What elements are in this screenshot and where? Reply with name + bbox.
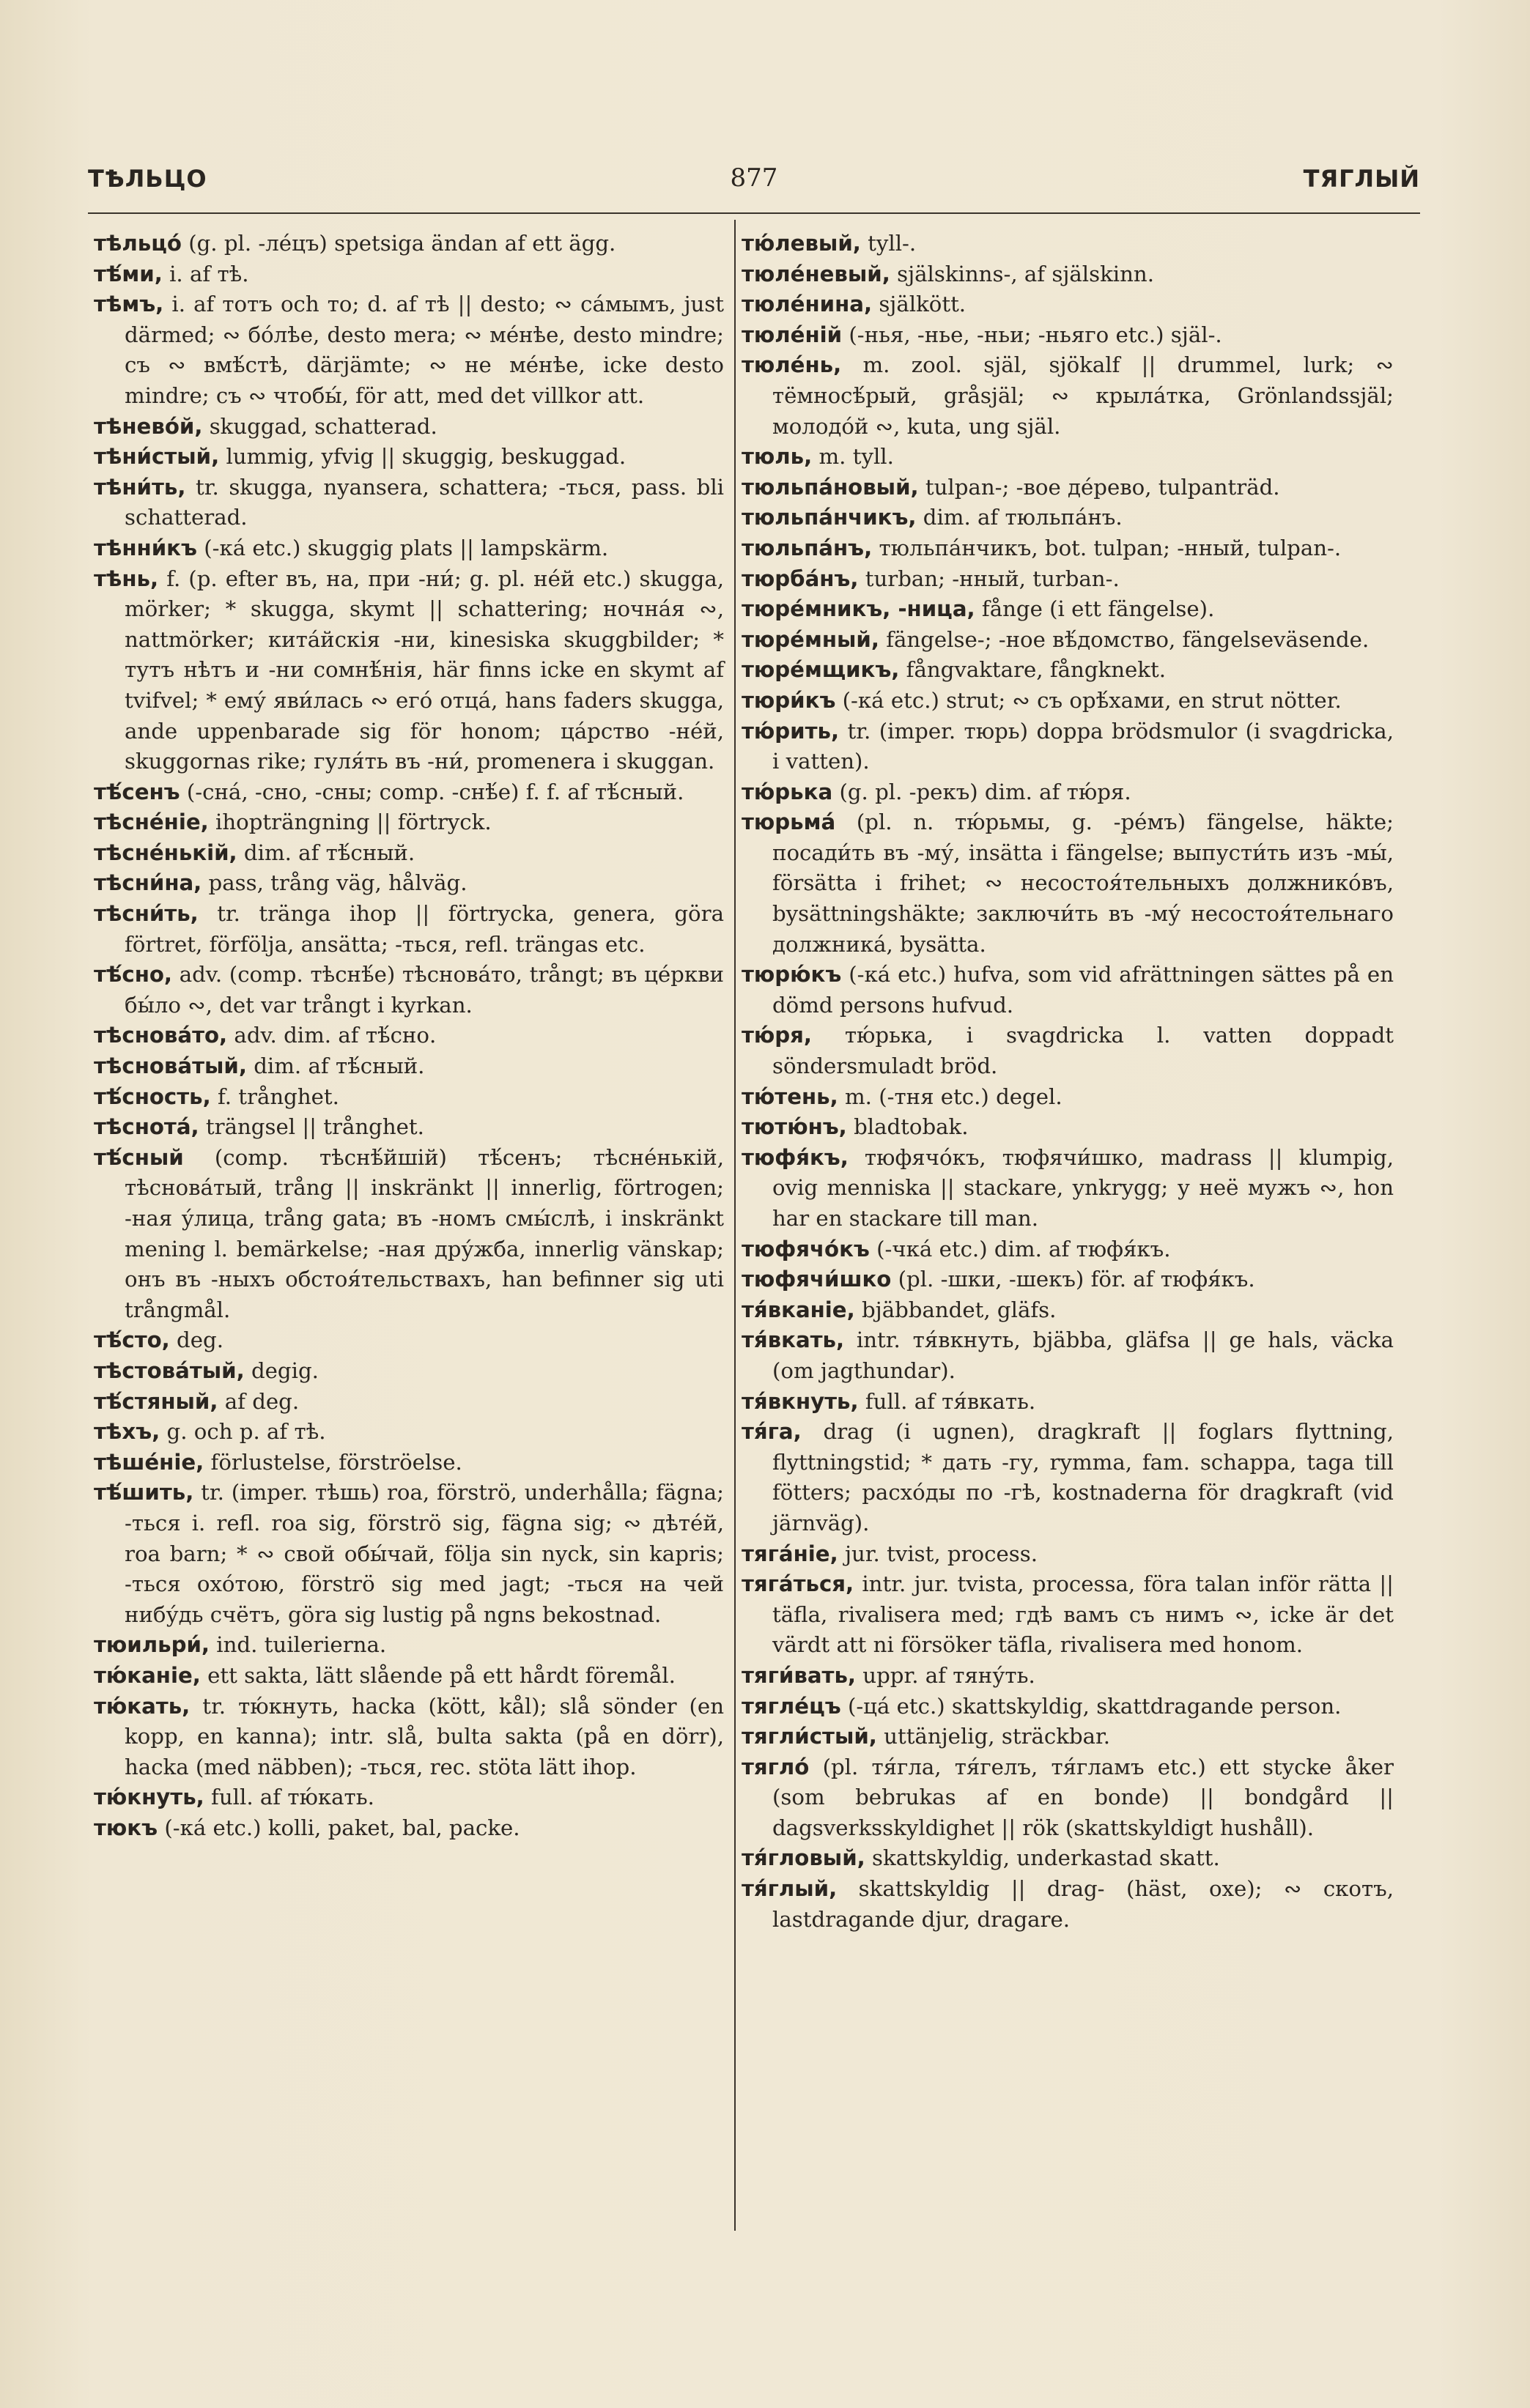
dictionary-entry [94,1478,724,1630]
headword: тюкъ [94,1815,158,1840]
definition: (pl. -шки, -шекъ) för. af тюфя́къ. [898,1267,1255,1292]
headword: тѣ́сный [94,1144,184,1170]
dictionary-entry [742,686,1394,716]
definition: skattskyldig, underkastad skatt. [872,1845,1220,1871]
headword: тѣ́сность, [94,1083,211,1109]
dictionary-entry [742,1234,1394,1265]
headword: тюле́нь, [742,352,842,378]
definition: m. tyll. [818,444,894,470]
dictionary-entry [742,777,1394,808]
headword: тю́тень, [742,1083,838,1109]
definition: jur. tvist, process. [844,1541,1038,1566]
headword: тю́каніе, [94,1662,201,1688]
definition: skattskyldig || drag- (häst, oxe); ∾ скотъ, lastdragande djur, dragare. [772,1876,1394,1932]
headword: тѣхъ, [94,1419,160,1445]
running-head-left: ТѢЛЬЦО [88,165,207,193]
definition: full. af тя́вкать. [865,1388,1036,1414]
definition: själkött. [879,292,967,317]
definition: tr. (imper. тѣшь) roa, förströ, underhålla; fägna; -ться i. refl. roa sig, förströ sig, fägna sig; ∾ дѣте́й, roa barn; * ∾ свой обы́чай, följa sin nyck, sin kapris; -ться охо́тою, förströ sig med jagt; -ться на чей нибу́дь счётъ, göra sig lustig på ngns bekostnad. [125,1480,725,1627]
definition: trängsel || trånghet. [205,1114,424,1140]
definition: tr. тю́кнуть, hacka (kött, kål); slå sönder (en kopp, en kanna); intr. slå, bulta sakta (på en dörr), hacka (med näbben); -ться, rec. stöta lätt ihop. [125,1693,725,1779]
headword: тѣнево́й, [94,413,203,439]
definition: deg. [177,1327,223,1353]
definition: (pl. тя́гла, тя́гелъ, тя́гламъ etc.) ett stycke åker (som bebrukas af en bonde) || bondgård || dagsverksskyldighet || rök (skattskyldigt hushåll). [772,1754,1394,1840]
headword: тѣснова́то, [94,1023,228,1048]
dictionary-entry [94,807,724,838]
dictionary-entry [742,1417,1394,1538]
definition: lummig, yfvig || skuggig, beskuggad. [226,444,627,470]
dictionary-entry [94,960,724,1020]
dictionary-entry [94,1448,724,1478]
definition: m. zool. själ, sjökalf || drummel, lurk; ∾ тёмносѣ́рый, gråsjäl; ∾ крыла́тка, Grönlandssjäl; молодо́й ∾, kuta, ung själ. [772,352,1394,439]
definition: (-ка́ etc.) skuggig plats || lampskärm. [204,535,609,560]
headword: тя́гловый, [742,1845,865,1871]
dictionary-entry [742,1752,1394,1844]
left-column [94,229,724,1843]
definition: dim. af тѣ́сный. [254,1053,425,1079]
headword: тюри́къ [742,687,836,713]
definition: tyll-. [868,231,917,256]
headword: тю́рька [742,779,833,804]
dictionary-entry [742,1325,1394,1386]
dictionary-entry [742,594,1394,625]
dictionary-entry [742,473,1394,503]
dictionary-entry [742,1112,1394,1143]
definition: m. (-тня etc.) degel. [845,1083,1062,1109]
headword: тюле́нина, [742,292,873,317]
running-head-right: ТЯГЛЫЙ [1303,165,1420,193]
dictionary-entry [742,1264,1394,1295]
definition: själskinns-, af själskinn. [897,261,1155,286]
page-number: 877 [730,163,778,193]
dictionary-entry [742,1387,1394,1418]
definition: af deg. [224,1388,300,1414]
definition: intr. тя́вкнуть, bjäbba, gläfsa || ge hals, väcka (om jagthundar). [772,1327,1394,1383]
headword: тяги́вать, [742,1662,856,1688]
dictionary-entry [94,412,724,442]
dictionary-entry [94,229,724,259]
dictionary-entry [94,1692,724,1783]
dictionary-entry [742,442,1394,473]
headword: тягло́ [742,1754,810,1779]
dictionary-entry [742,350,1394,442]
dictionary-entry [742,1661,1394,1692]
headword: тю́ря, [742,1023,813,1048]
dictionary-entry [742,229,1394,259]
definition: dim. af тѣ́сный. [243,840,415,865]
headword: тѣстова́тый, [94,1357,245,1383]
definition: (-сна́, -сно, -сны; comp. -снѣ́е) f. f. af тѣ́сный. [186,779,684,804]
definition: fånge (i ett fängelse). [981,596,1215,622]
column-divider [734,220,736,2231]
headword: тюль, [742,444,813,470]
headword: тѣ́сенъ [94,779,180,804]
headword: тѣсне́ніе, [94,810,209,835]
headword: тѣсне́нькій, [94,840,237,865]
dictionary-entry [94,899,724,960]
definition: degig. [251,1357,319,1383]
headword: тѣ́шить, [94,1480,194,1505]
headword: тѣ́сно, [94,962,173,988]
headword: тюфя́къ, [742,1144,849,1170]
headword: тюрю́къ [742,962,842,988]
dictionary-entry [742,1082,1394,1113]
dictionary-entry [94,838,724,869]
dictionary-entry [742,807,1394,960]
dictionary-entry [742,625,1394,656]
definition: ind. tuilerierna. [216,1632,387,1658]
headword: тюрба́нъ, [742,566,859,591]
dictionary-entry [94,1661,724,1692]
dictionary-entry [94,442,724,473]
dictionary-entry [742,1539,1394,1570]
header-rule [88,212,1420,214]
headword: тя́глый, [742,1876,838,1902]
definition: turban; -нный, turban-. [865,566,1120,591]
definition: full. af тю́кать. [211,1785,374,1810]
headword: тю́левый, [742,231,861,256]
headword: тюльпа́нъ, [742,535,873,560]
definition: bladtobak. [854,1114,969,1140]
dictionary-entry [94,289,724,411]
dictionary-entry [94,1630,724,1661]
headword: тѣсни́ть, [94,901,199,927]
headword: тѣнни́къ [94,535,197,560]
definition: tr. (imper. тюрь) doppa brödsmulor (i svagdricka, i vatten). [772,718,1394,774]
headword: тѣсни́на, [94,870,202,896]
definition: тюльпа́нчикъ, bot. tulpan; -нный, tulpan-. [879,535,1342,560]
dictionary-entry [94,1051,724,1082]
headword: тю́кнуть, [94,1785,204,1810]
headword: тяга́ніе, [742,1541,838,1566]
dictionary-entry [742,503,1394,533]
headword: тюильри́, [94,1632,210,1658]
headword: тютю́нъ, [742,1114,847,1140]
definition: uppr. af тяну́ть. [862,1662,1035,1688]
definition: adv. dim. af тѣ́сно. [234,1023,437,1048]
definition: skuggad, schatterad. [209,413,437,439]
definition: (-нья, -нье, -ньи; -ньяго etc.) själ-. [849,322,1222,347]
dictionary-entry [742,1692,1394,1722]
definition: тюфячо́къ, тюфячи́шко, madrass || klumpig, ovig menniska || stackare, ynkrygg; у неё мужъ ∾, hon har en stackare till man. [772,1144,1394,1231]
definition: tr. tränga ihop || förtrycka, genera, göra förtret, förfölja, ansätta; -ться, refl. trängas etc. [125,901,724,957]
definition: (-ка́ etc.) hufva, som vid afrättningen sättes på en dömd persons hufvud. [772,962,1394,1018]
dictionary-entry [742,289,1394,320]
definition: i. af тотъ och то; d. af тѣ || desto; ∾ са́мымъ, just därmed; ∾ бо́лѣе, desto mera; ∾ ме́нѣе, desto mindre; съ ∾ вмѣ́стѣ, därjämte; ∾ не ме́нѣе, icke desto mindre; съ ∾ чтобы́, för att, med det villkor att. [125,292,724,408]
headword: тю́рить, [742,718,840,744]
right-column [742,229,1394,1935]
dictionary-entry [94,1813,724,1844]
headword: тя́вканіе, [742,1297,855,1322]
headword: тѣ́сто, [94,1327,170,1353]
dictionary-entry [742,320,1394,351]
definition: dim. af тюльпа́нъ. [923,505,1123,530]
definition: (-чка́ etc.) dim. af тюфя́къ. [876,1236,1171,1262]
definition: f. trånghet. [217,1083,339,1109]
definition: pass, trång väg, hålväg. [208,870,468,896]
page-header [88,158,1420,201]
headword: тѣни́стый, [94,444,220,470]
dictionary-entry [94,1112,724,1143]
dictionary-entry [94,777,724,808]
headword: тюфячи́шко [742,1267,892,1292]
dictionary-entry [742,960,1394,1020]
headword: тю́кать, [94,1693,191,1719]
headword: тюре́мщикъ, [742,657,900,683]
definition: (pl. n. тю́рьмы, g. -ре́мъ) fängelse, häkte; посади́ть въ -му́, insätta i fängelse; выпусти́ть изъ -мы́, försätta i frihet; ∾ несостоя́тельныхъ должнико́въ, bysättningshäkte; заключи́ть въ -му́ несостоя́тельнаго должника́, bysätta. [772,810,1394,957]
definition: adv. (comp. тѣснѣ́е) тѣснова́то, trångt; въ це́ркви бы́ло ∾, det var trångt i kyrkan. [125,962,724,1018]
headword: тюрьма́ [742,810,836,835]
dictionary-entry [742,1874,1394,1935]
headword: тѣни́ть, [94,474,186,500]
headword: тѣ́ми, [94,261,163,286]
definition: ett sakta, lätt slående på ett hårdt föremål. [207,1662,676,1688]
definition: i. af тѣ. [169,261,249,286]
headword: тя́вкнуть, [742,1388,859,1414]
dictionary-entry [94,1020,724,1051]
dictionary-entry [94,1143,724,1326]
definition: intr. jur. tvista, processa, föra talan inför rätta || täfla, rivalisera med; гдѣ вамъ съ нимъ ∾, icke är det värdt att ni försöker täfla, rivalisera med honom. [772,1571,1394,1658]
headword: тѣснова́тый, [94,1053,247,1079]
dictionary-entry [742,1143,1394,1234]
definition: (-ка́ etc.) kolli, paket, bal, packe. [164,1815,520,1840]
definition: förlustelse, förströelse. [210,1449,462,1475]
definition: fångvaktare, fångknekt. [906,657,1166,683]
dictionary-entry [742,655,1394,686]
definition: tulpan-; -вое де́рево, tulpanträd. [925,474,1280,500]
dictionary-entry [742,564,1394,595]
headword: тюре́мный, [742,626,879,652]
definition: f. (p. efter въ, на, при -ни́; g. pl. не́й etc.) skugga, mörker; * skugga, skymt || schattering; ночна́я ∾, nattmörker; кита́йскія -ни, kinesiska skuggbilder; * тутъ нѣтъ и -ни сомнѣ́нія, här finns icke en skymt af tvifvel; * ему́ яви́лась ∾ его́ отца́, hans faders skugga, ande uppenbarade sig för honom; ца́рство -не́й, skuggornas rike; гуля́ть въ -ни́, promenera i skuggan. [125,566,724,774]
headword: тюле́ній [742,322,843,347]
headword: тюльпа́нчикъ, [742,505,917,530]
dictionary-entry [742,1722,1394,1752]
headword: тяга́ться, [742,1571,854,1597]
dictionary-entry [742,716,1394,777]
headword: тягле́цъ [742,1693,841,1719]
definition: tr. skugga, nyansera, schattera; -ться, pass. bli schatterad. [125,474,724,530]
dictionary-entry [94,1417,724,1448]
dictionary-entry [742,1843,1394,1874]
dictionary-entry [94,259,724,290]
headword: тюре́мникъ, -ница, [742,596,975,622]
headword: тя́вкать, [742,1327,845,1353]
headword: тѣснота́, [94,1114,199,1140]
dictionary-entry [94,1356,724,1387]
headword: тюле́невый, [742,261,890,286]
headword: тѣ́стяный, [94,1388,218,1414]
dictionary-entry [742,533,1394,564]
headword: тѣше́ніе, [94,1449,204,1475]
dictionary-entry [742,1569,1394,1661]
headword: тѣльцо́ [94,231,182,256]
headword: тюльпа́новый, [742,474,919,500]
dictionary-entry [742,259,1394,290]
dictionary-entry [94,1387,724,1418]
headword: тюфячо́къ [742,1236,870,1262]
headword: тягли́стый, [742,1724,877,1749]
definition: drag (i ugnen), dragkraft || foglars flyttning, flyttningstid; * дать -гу, rymma, fam. schappa, taga till fötters; расхо́ды по -гѣ, kostnaderna för dragkraft (vid järnväg). [772,1419,1394,1535]
definition: ihopträngning || förtryck. [215,810,492,835]
dictionary-entry [94,868,724,899]
headword: тѣмъ, [94,292,164,317]
definition: g. och p. af тѣ. [166,1419,326,1445]
dictionary-entry [742,1020,1394,1081]
dictionary-entry [742,1295,1394,1326]
dictionary-entry [94,1782,724,1813]
definition: (g. pl. -ле́цъ) spetsiga ändan af ett ägg. [188,231,616,256]
definition: (-ка́ etc.) strut; ∾ съ орѣ́хами, en strut nötter. [842,687,1342,713]
dictionary-entry [94,564,724,777]
dictionary-entry [94,1082,724,1113]
definition: bjäbbandet, gläfs. [861,1297,1057,1322]
headword: тя́га, [742,1419,802,1445]
headword: тѣнь, [94,566,159,591]
definition: тю́рька, i svagdricka l. vatten doppadt söndersmuladt bröd. [772,1023,1394,1079]
dictionary-entry [94,1325,724,1356]
dictionary-entry [94,473,724,533]
dictionary-entry [94,533,724,564]
definition: (g. pl. -рекъ) dim. af тю́ря. [839,779,1131,804]
definition: uttänjelig, sträckbar. [884,1724,1111,1749]
definition: (-ца́ etc.) skattskyldig, skattdragande person. [847,1693,1342,1719]
definition: (comp. тѣснѣ́йшій) тѣ́сенъ; тѣсне́нькій, тѣснова́тый, trång || inskränkt || innerlig, förtrogen; -ная у́лица, trång gata; въ -номъ смы́слѣ, i inskränkt mening l. bemärkelse; -ная дру́жба, innerlig vänskap; онъ въ -ныхъ обстоя́тельствахъ, han befinner sig uti trångmål. [125,1144,724,1322]
definition: fängelse-; -ное вѣ́домство, fängelseväsende. [886,626,1370,652]
